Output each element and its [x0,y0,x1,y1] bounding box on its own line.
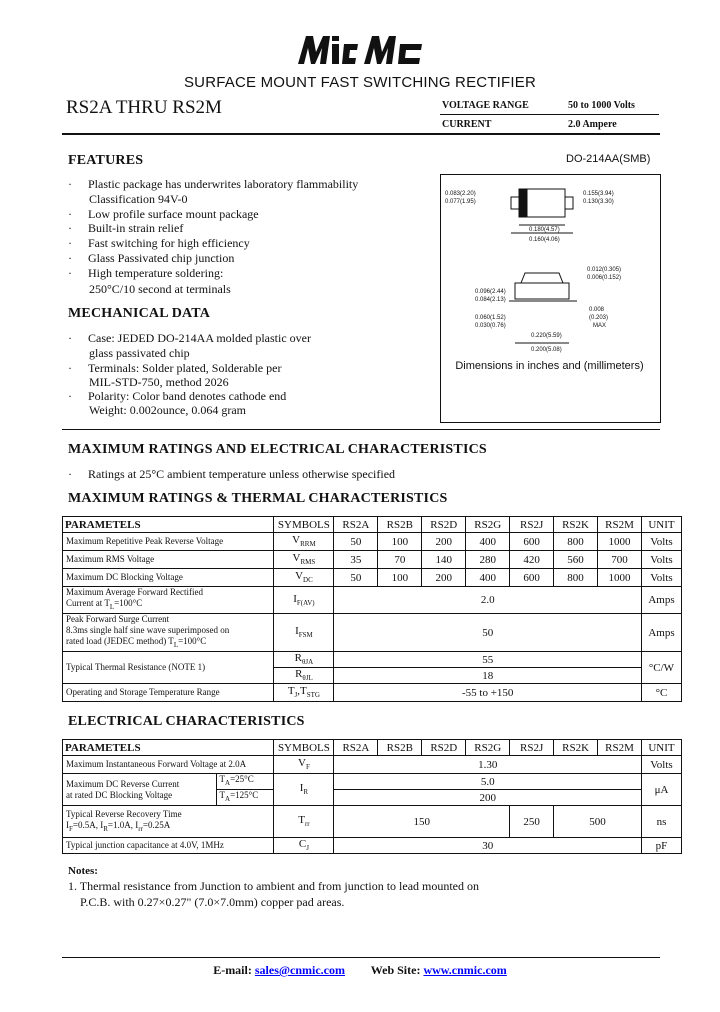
table-row [63,614,682,652]
table-row [63,756,682,774]
symbol-cell: $R_{\theta JA}$ [274,652,334,668]
value-cell: 1000 [598,569,642,587]
value-cell: 560 [554,551,598,569]
table-row [63,774,682,790]
unit-cell: Volts [641,756,681,774]
col-header: RS2J [510,517,554,533]
unit-cell: Volts [641,551,681,569]
col-header: RS2B [378,517,422,533]
value-cell: 30 [334,838,642,854]
footer [0,963,720,978]
unit-cell: °C [641,684,681,702]
value-cell: 50 [334,569,378,587]
param-cell: Typical Reverse Recovery Time $I_F=0.5A$, $I_R=1.0A$, $I_{rr}=0.25A$ [63,806,274,838]
col-header: RS2G [466,517,510,533]
param-cell: Maximum DC Blocking Voltage [63,569,274,587]
col-header: SYMBOLS [274,740,334,756]
param-cell: Maximum Repetitive Peak Reverse Voltage [63,533,274,551]
value-cell: 50 [334,614,642,652]
symbol-cell: $I_{F(AV)}$ [274,587,334,614]
dim-text: 0.200(5.08) [531,347,562,353]
col-header: UNIT [641,517,681,533]
param-cell: Typical junction capacitance at 4.0V, 1MHz [63,838,274,854]
symbol-cell: $V_{RRM}$ [274,533,334,551]
table-row [63,838,682,854]
dim-text: 0.155(3.94) [583,191,614,197]
mechanical-item-cont: glass passivated chip [89,346,190,360]
thermal-table [62,516,682,702]
feature-item: · Built-in strain relief [68,221,184,235]
value-cell: 140 [422,551,466,569]
value-cell: 2.0 [334,587,642,614]
document-title: SURFACE MOUNT FAST SWITCHING RECTIFIER [183,74,537,91]
spec-divider [440,114,659,115]
symbol-cell: $V_{RMS}$ [274,551,334,569]
package-outline-drawing [441,175,658,355]
unit-cell: °C/W [641,652,681,684]
ratings-heading: MAXIMUM RATINGS AND ELECTRICAL CHARACTERISTICS [68,442,487,457]
dim-text: (0.203) [589,315,609,321]
dim-text: 0.030(0.76) [475,323,506,329]
email-label: E-mail: [213,963,252,977]
param-cell: Maximum Average Forward Rectified Current at $T_L=100^\circ C$ [63,587,274,614]
unit-cell: Amps [641,614,681,652]
mic-logo [296,30,424,66]
mechanical-item: · Case: JEDED DO-214AA molded plastic over [68,331,311,345]
voltage-range-value: 50 to 1000 Volts [568,100,635,111]
dim-text: 0.084(2.13) [475,297,506,303]
note-line: 1. Thermal resistance from Junction to ambient and from junction to lead mounted on [68,879,480,893]
ratings-note: · Ratings at 25°C ambient temperature unless otherwise specified [68,467,396,481]
table-row [63,806,682,838]
unit-cell: Amps [641,587,681,614]
feature-item-cont: 250°C/10 second at terminals [89,282,231,296]
dim-text: 0.006(0.152) [587,275,622,281]
website-link[interactable]: www.cnmic.com [423,963,507,977]
table-row [63,533,682,551]
value-cell: 5.0 [334,774,642,790]
current-label: CURRENT [442,119,492,130]
current-value: 2.0 Ampere [568,119,617,130]
symbol-cell: $V_{DC}$ [274,569,334,587]
col-header: RS2K [554,517,598,533]
value-cell: 200 [422,569,466,587]
value-cell: 400 [466,533,510,551]
dim-text: 0.220(5.59) [531,333,562,339]
mechanical-heading: MECHANICAL DATA [68,306,211,321]
col-header: PARAMETELS [63,740,274,756]
value-cell: 800 [554,533,598,551]
header-rule [62,133,660,135]
value-cell: 1.30 [334,756,642,774]
value-cell: 35 [334,551,378,569]
dim-text: MAX [593,323,607,329]
email-link[interactable]: sales@cnmic.com [254,963,345,977]
dim-text: 0.160(4.06) [529,237,560,243]
value-cell: 200 [422,533,466,551]
feature-item: · Glass Passivated chip junction [68,251,235,265]
symbol-cell: $I_R$ [274,774,334,806]
unit-cell: ns [641,806,681,838]
mechanical-item: · Polarity: Color band denotes cathode end [68,389,287,403]
mechanical-item: · Terminals: Solder plated, Solderable per [68,361,282,375]
col-header: UNIT [641,740,681,756]
unit-cell: Volts [641,569,681,587]
symbol-cell: $C_J$ [274,838,334,854]
dim-text: 0.096(2.44) [475,289,506,295]
value-cell: 18 [334,668,642,684]
col-header: RS2M [598,517,642,533]
unit-cell: μA [641,774,681,806]
mechanical-item-cont: MIL-STD-750, method 2026 [89,375,229,389]
value-cell: 1000 [598,533,642,551]
col-header: PARAMETELS [63,517,274,533]
col-header: RS2M [598,740,642,756]
unit-cell: pF [641,838,681,854]
col-header: RS2K [554,740,598,756]
value-cell: 400 [466,569,510,587]
footer-rule [62,957,660,958]
dim-text: 0.008 [589,307,605,313]
feature-item: · Fast switching for high efficiency [68,236,250,250]
electrical-heading: ELECTRICAL CHARACTERISTICS [68,714,305,729]
col-header: RS2B [378,740,422,756]
table-row [63,684,682,702]
param-cell: Maximum RMS Voltage [63,551,274,569]
col-header: RS2A [334,517,378,533]
table-row [63,569,682,587]
website-label: Web Site: [370,963,421,977]
table-row [63,551,682,569]
voltage-range-label: VOLTAGE RANGE [442,100,529,111]
notes-heading: Notes: [68,865,98,877]
dimension-caption: Dimensions in inches and (millimeters) [455,360,644,372]
col-header: RS2D [422,740,466,756]
col-header: RS2D [422,517,466,533]
note-line: P.C.B. with 0.27×0.27" (7.0×7.0mm) copper pad areas. [80,895,345,909]
value-cell: 800 [554,569,598,587]
part-range: RS2A THRU RS2M [66,97,222,118]
symbol-cell: $V_F$ [274,756,334,774]
dim-text: 0.180(4.57) [529,227,560,233]
dim-text: 0.060(1.52) [475,315,506,321]
col-header: SYMBOLS [274,517,334,533]
package-label: DO-214AA(SMB) [566,153,651,165]
dim-text: 0.077(1.95) [445,199,476,205]
col-header: RS2A [334,740,378,756]
symbol-cell: $T_{rr}$ [274,806,334,838]
param-cell: Typical Thermal Resistance (NOTE 1) [63,652,274,684]
condition-cell: $T_A=25^\circ C$ [216,774,274,790]
table-row [63,652,682,668]
value-cell: 55 [334,652,642,668]
value-cell: 250 [510,806,554,838]
section-rule [62,429,660,430]
symbol-cell: $R_{\theta JL}$ [274,668,334,684]
thermal-heading: MAXIMUM RATINGS & THERMAL CHARACTERISTICS [68,491,448,506]
value-cell: 150 [334,806,510,838]
dim-text: 0.012(0.305) [587,267,622,273]
value-cell: 100 [378,533,422,551]
value-cell: 600 [510,533,554,551]
dim-text: 0.083(2.20) [445,191,476,197]
feature-item: · Plastic package has underwrites laboratory flammability [68,177,359,191]
value-cell: -55 to +150 [334,684,642,702]
param-cell: Peak Forward Surge Current 8.3ms single half sine wave superimposed on rated load (JEDEC method) $T_L=100^\circ C$ [63,614,274,652]
symbol-cell: $I_{FSM}$ [274,614,334,652]
feature-item-cont: Classification 94V-0 [89,192,188,206]
features-heading: FEATURES [68,153,144,168]
mechanical-item-cont: Weight: 0.002ounce, 0.064 gram [89,403,247,417]
param-cell: Maximum DC Reverse Current at rated DC Blocking Voltage [63,774,217,806]
feature-item: · High temperature soldering: [68,266,224,280]
condition-cell: $T_A=125^\circ C$ [216,790,274,806]
table-row [63,587,682,614]
unit-cell: Volts [641,533,681,551]
dim-text: 0.130(3.30) [583,199,614,205]
value-cell: 600 [510,569,554,587]
value-cell: 700 [598,551,642,569]
value-cell: 500 [554,806,642,838]
table-header-row [63,517,682,533]
value-cell: 70 [378,551,422,569]
value-cell: 50 [334,533,378,551]
symbol-cell: $T_J,T_{STG}$ [274,684,334,702]
param-cell: Maximum Instantaneous Forward Voltage at 2.0A [63,756,274,774]
value-cell: 420 [510,551,554,569]
feature-item: · Low profile surface mount package [68,207,259,221]
col-header: RS2J [510,740,554,756]
electrical-table [62,739,682,854]
table-header-row [63,740,682,756]
value-cell: 280 [466,551,510,569]
param-cell: Operating and Storage Temperature Range [63,684,274,702]
value-cell: 200 [334,790,642,806]
col-header: RS2G [466,740,510,756]
value-cell: 100 [378,569,422,587]
